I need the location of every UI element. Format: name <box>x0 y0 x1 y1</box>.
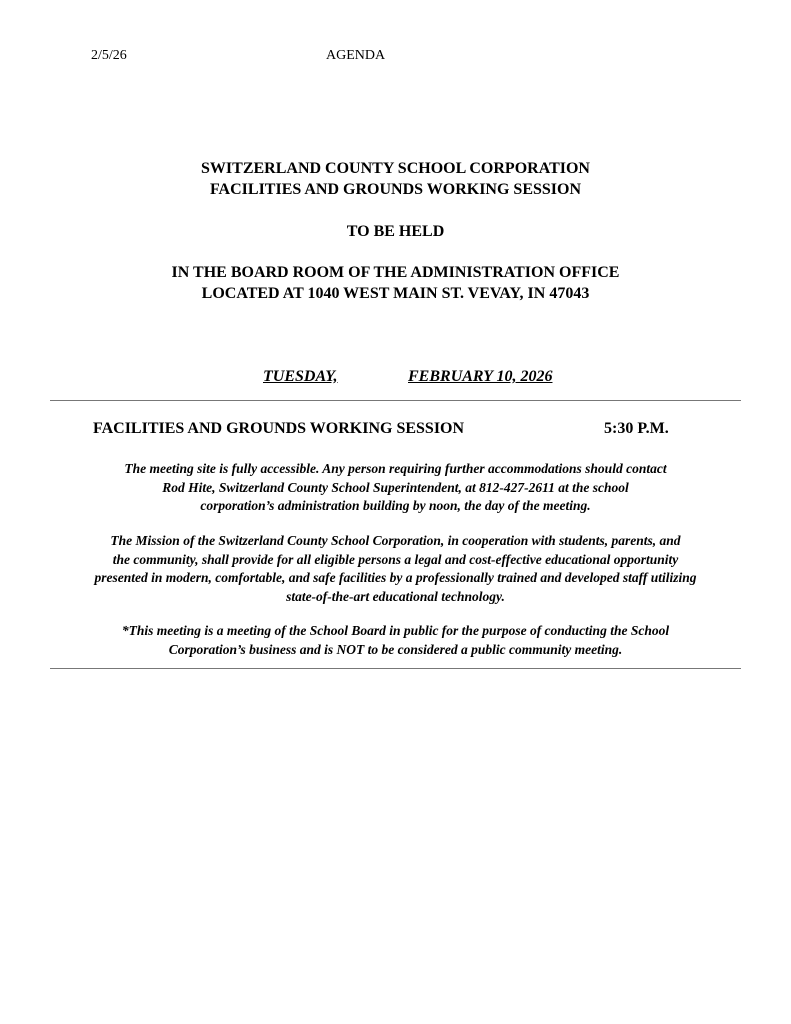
session-time: 5:30 P.M. <box>604 420 669 437</box>
header-agenda-label: AGENDA <box>326 48 386 63</box>
mission-statement <box>0 532 791 606</box>
location-block <box>0 262 791 304</box>
accessibility-line: corporation’s administration building by noon, the day of the meeting. <box>200 498 591 513</box>
meeting-day: TUESDAY, <box>263 368 338 385</box>
mission-line: presented in modern, comfortable, and safe facilities by a professionally trained and developed staff utilizing <box>94 570 697 585</box>
divider-bottom <box>50 668 741 669</box>
title-session: FACILITIES AND GROUNDS WORKING SESSION <box>209 181 582 198</box>
location-line-1: IN THE BOARD ROOM OF THE ADMINISTRATION OFFICE <box>171 264 620 281</box>
header-date: 2/5/26 <box>91 48 127 63</box>
title-organization: SWITZERLAND COUNTY SCHOOL CORPORATION <box>201 160 590 177</box>
accessibility-line: Rod Hite, Switzerland County School Superintendent, at 812-427-2611 at the school <box>162 479 629 495</box>
title-block <box>0 158 791 200</box>
meeting-disclaimer <box>0 622 791 659</box>
accessibility-notice <box>0 460 791 516</box>
mission-line: state-of-the-art educational technology. <box>286 588 505 604</box>
meeting-date: FEBRUARY 10, 2026 <box>408 368 553 385</box>
mission-line: The Mission of the Switzerland County School Corporation, in cooperation with students, parents, and <box>110 533 681 548</box>
session-name: FACILITIES AND GROUNDS WORKING SESSION <box>93 420 465 437</box>
disclaimer-line: Corporation’s business and is NOT to be considered a public community meeting. <box>168 641 623 657</box>
mission-line: the community, shall provide for all eligible persons a legal and cost-effective educational opportunity <box>112 551 679 567</box>
divider-top <box>50 400 741 401</box>
disclaimer-line: *This meeting is a meeting of the School Board in public for the purpose of conducting the School <box>121 623 670 638</box>
location-line-2: LOCATED AT 1040 WEST MAIN ST. VEVAY, IN 47043 <box>201 285 590 302</box>
to-be-held-heading: TO BE HELD <box>346 223 445 240</box>
accessibility-line: The meeting site is fully accessible. Any person requiring further accommodations should contact <box>124 461 667 476</box>
